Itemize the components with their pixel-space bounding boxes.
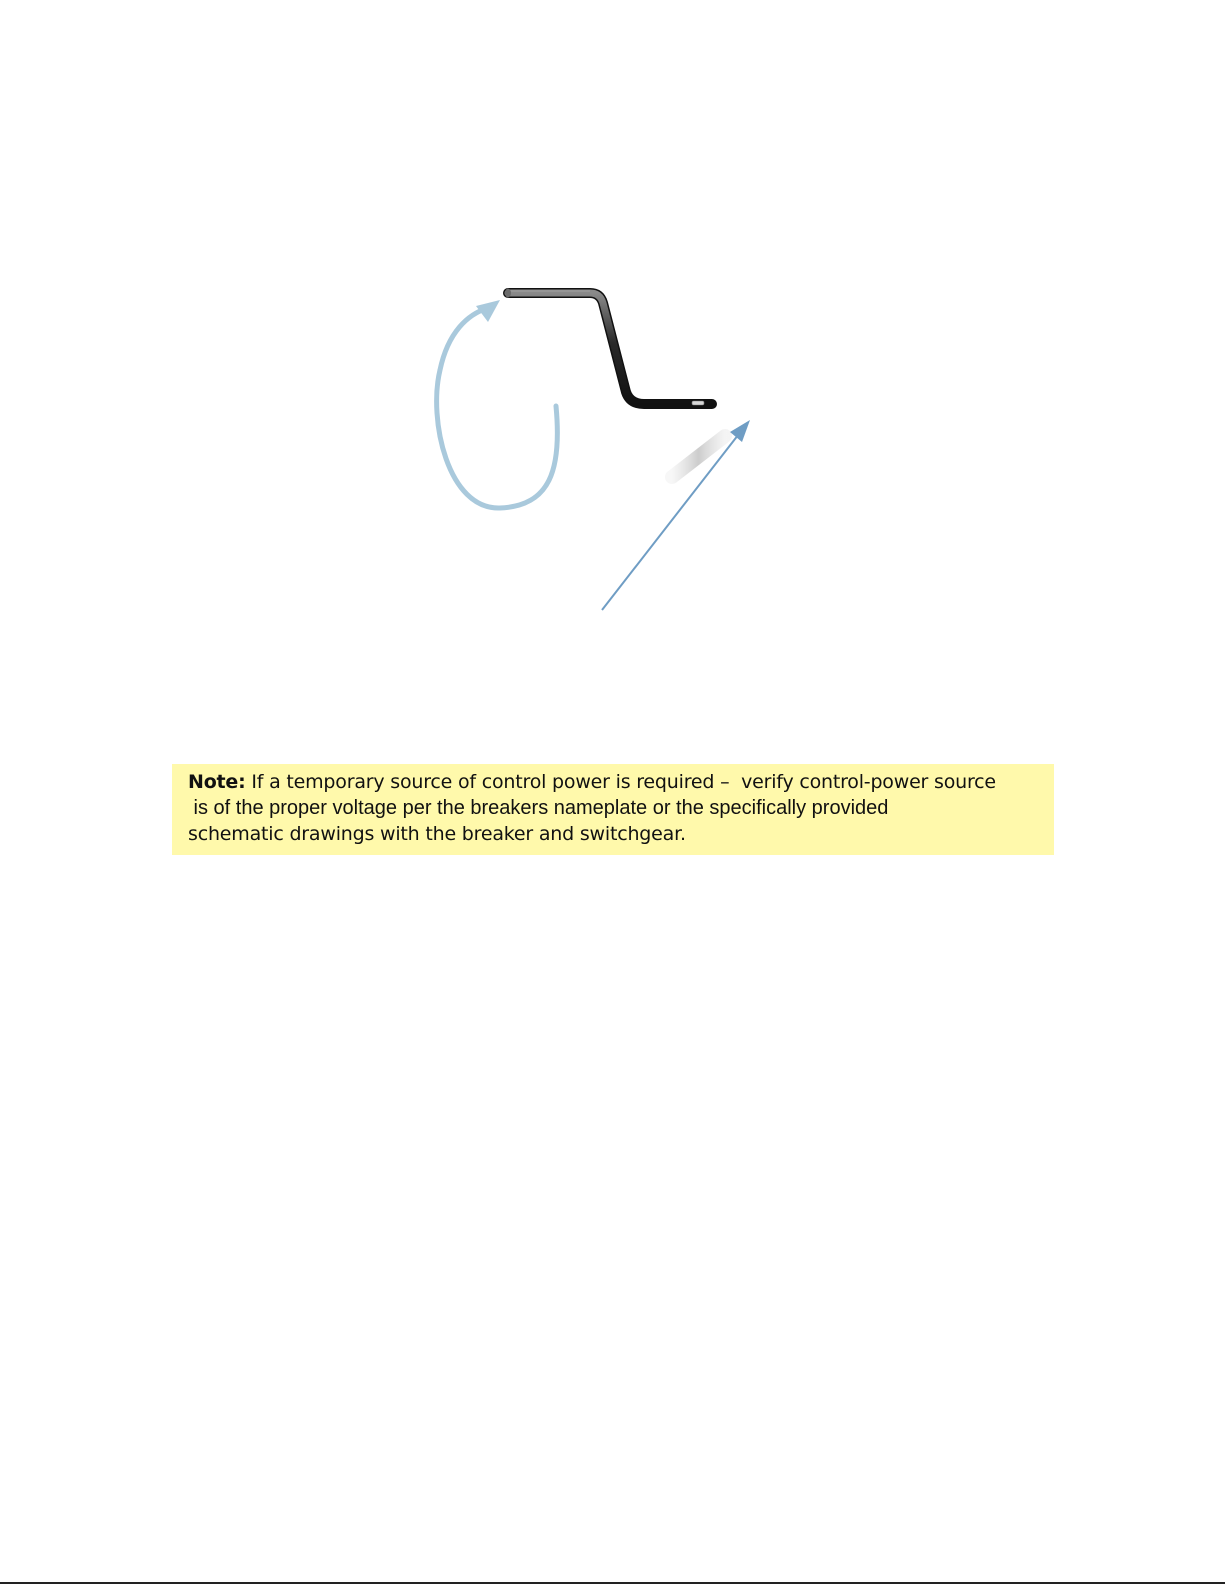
crank-diagram [400, 270, 780, 630]
pointer-arrow-icon [602, 420, 750, 610]
crank-illustration [400, 270, 780, 630]
crank-handle-icon [505, 289, 725, 478]
note-line-1 [188, 769, 1038, 795]
note-text-line-2: is of the proper voltage per the breakers nameplate or the specifically provided [188, 797, 889, 819]
note-text-line-1: If a temporary source of control power is required – verify control-power source [245, 771, 996, 793]
note-text-line-3: schematic drawings with the breaker and switchgear. [188, 823, 686, 845]
rotation-arrow-icon [437, 300, 558, 508]
note-label: Note: [188, 771, 246, 793]
page-bottom-rule [0, 1582, 1225, 1584]
note-callout [172, 764, 1054, 855]
